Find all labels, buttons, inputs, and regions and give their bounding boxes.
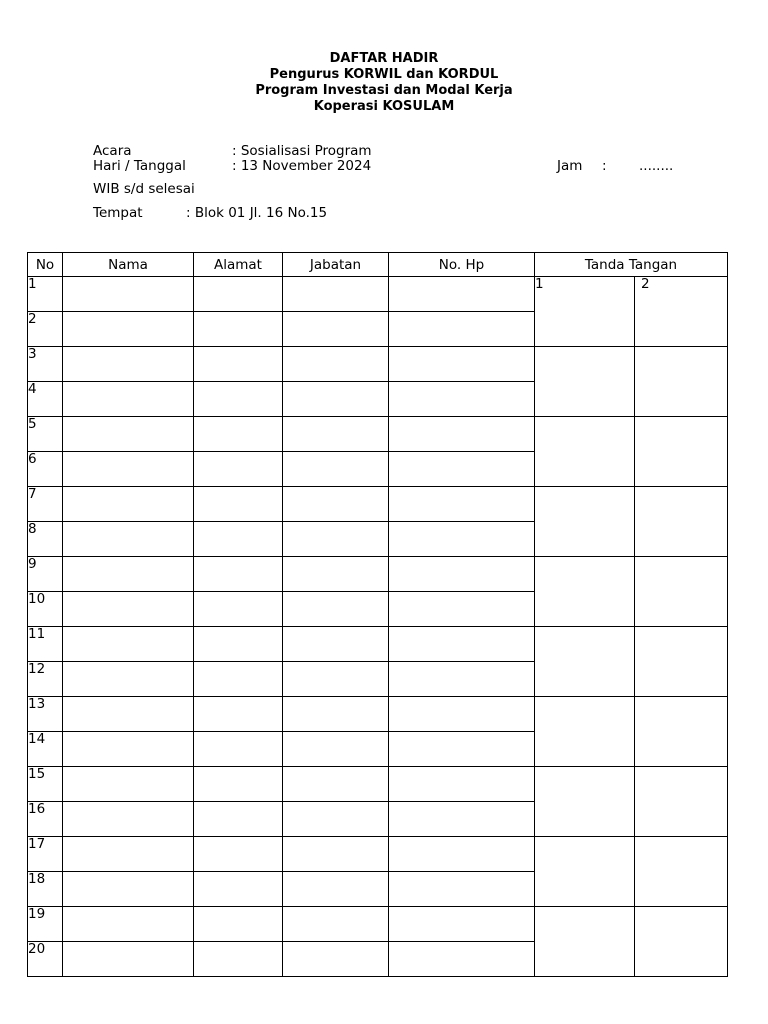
signature-cell-1[interactable] [535, 557, 635, 627]
alamat-cell[interactable] [194, 312, 283, 347]
nama-cell[interactable] [63, 592, 194, 627]
alamat-cell[interactable] [194, 732, 283, 767]
row-number: 18 [28, 872, 63, 907]
nohp-cell[interactable] [389, 837, 535, 872]
nama-cell[interactable] [63, 837, 194, 872]
jabatan-cell[interactable] [283, 487, 389, 522]
nohp-cell[interactable] [389, 802, 535, 837]
table-row [28, 347, 728, 382]
hari-value: : 13 November 2024 [232, 158, 372, 174]
row-number: 19 [28, 907, 63, 942]
signature-cell-2[interactable] [635, 557, 728, 627]
signature-cell-1[interactable] [535, 487, 635, 557]
nohp-cell[interactable] [389, 697, 535, 732]
alamat-cell[interactable] [194, 942, 283, 977]
nama-cell[interactable] [63, 732, 194, 767]
alamat-cell[interactable] [194, 382, 283, 417]
alamat-cell[interactable] [194, 837, 283, 872]
table-row [28, 697, 728, 732]
alamat-cell[interactable] [194, 592, 283, 627]
nohp-cell[interactable] [389, 907, 535, 942]
nama-cell[interactable] [63, 872, 194, 907]
alamat-cell[interactable] [194, 417, 283, 452]
nama-cell[interactable] [63, 627, 194, 662]
signature-cell-1[interactable]: 1 [535, 277, 635, 347]
row-number: 10 [28, 592, 63, 627]
alamat-cell[interactable] [194, 662, 283, 697]
alamat-cell[interactable] [194, 347, 283, 382]
nohp-cell[interactable] [389, 557, 535, 592]
row-number: 11 [28, 627, 63, 662]
row-number: 2 [28, 312, 63, 347]
row-number: 5 [28, 417, 63, 452]
jabatan-cell[interactable] [283, 627, 389, 662]
signature-cell-2[interactable]: 2 [635, 277, 728, 347]
nohp-cell[interactable] [389, 312, 535, 347]
row-number: 1 [28, 277, 63, 312]
jabatan-cell[interactable] [283, 697, 389, 732]
nama-cell[interactable] [63, 452, 194, 487]
header-nama: Nama [63, 253, 194, 277]
acara-label: Acara [93, 143, 132, 159]
signature-cell-2[interactable] [635, 627, 728, 697]
nama-cell[interactable] [63, 907, 194, 942]
alamat-cell[interactable] [194, 522, 283, 557]
signature-cell-2[interactable] [635, 417, 728, 487]
nohp-cell[interactable] [389, 487, 535, 522]
signature-cell-2[interactable] [635, 907, 728, 977]
tempat-value: : Blok 01 Jl. 16 No.15 [186, 205, 328, 221]
signature-cell-1[interactable] [535, 697, 635, 767]
signature-cell-1[interactable] [535, 837, 635, 907]
jabatan-cell[interactable] [283, 837, 389, 872]
signature-cell-1[interactable] [535, 347, 635, 417]
signature-cell-1[interactable] [535, 907, 635, 977]
signature-cell-1[interactable] [535, 767, 635, 837]
alamat-cell[interactable] [194, 697, 283, 732]
table-header-row [28, 253, 728, 277]
alamat-cell[interactable] [194, 872, 283, 907]
row-number: 16 [28, 802, 63, 837]
jabatan-cell[interactable] [283, 732, 389, 767]
title-line-2: Pengurus KORWIL dan KORDUL [269, 67, 499, 82]
title-line-4: Koperasi KOSULAM [313, 99, 455, 114]
alamat-cell[interactable] [194, 767, 283, 802]
nohp-cell[interactable] [389, 452, 535, 487]
nohp-cell[interactable] [389, 942, 535, 977]
row-number: 17 [28, 837, 63, 872]
header-jabatan: Jabatan [283, 253, 389, 277]
nohp-cell[interactable] [389, 732, 535, 767]
signature-cell-1[interactable] [535, 417, 635, 487]
acara-value: : Sosialisasi Program [232, 143, 372, 159]
jabatan-cell[interactable] [283, 662, 389, 697]
jabatan-cell[interactable] [283, 347, 389, 382]
nama-cell[interactable] [63, 802, 194, 837]
signature-cell-2[interactable] [635, 697, 728, 767]
row-number: 6 [28, 452, 63, 487]
row-number: 12 [28, 662, 63, 697]
nama-cell[interactable] [63, 557, 194, 592]
signature-cell-2[interactable] [635, 347, 728, 417]
jabatan-cell[interactable] [283, 312, 389, 347]
row-number: 14 [28, 732, 63, 767]
jabatan-cell[interactable] [283, 452, 389, 487]
row-number: 7 [28, 487, 63, 522]
document-title [0, 51, 768, 115]
alamat-cell[interactable] [194, 487, 283, 522]
table-row [28, 487, 728, 522]
table-row [28, 277, 728, 312]
jabatan-cell[interactable] [283, 767, 389, 802]
jabatan-cell[interactable] [283, 592, 389, 627]
alamat-cell[interactable] [194, 277, 283, 312]
nohp-cell[interactable] [389, 277, 535, 312]
alamat-cell[interactable] [194, 627, 283, 662]
nohp-cell[interactable] [389, 522, 535, 557]
nama-cell[interactable] [63, 347, 194, 382]
tempat-label: Tempat [93, 205, 143, 221]
nama-cell[interactable] [63, 697, 194, 732]
table-row [28, 417, 728, 452]
signature-cell-2[interactable] [635, 767, 728, 837]
header-alamat: Alamat [194, 253, 283, 277]
nama-cell[interactable] [63, 487, 194, 522]
nama-cell[interactable] [63, 312, 194, 347]
nohp-cell[interactable] [389, 767, 535, 802]
attendance-table [27, 252, 728, 977]
table-row [28, 627, 728, 662]
jabatan-cell[interactable] [283, 942, 389, 977]
signature-cell-2[interactable] [635, 837, 728, 907]
header-no: No [28, 253, 63, 277]
jam-label: Jam [557, 158, 583, 174]
row-number: 9 [28, 557, 63, 592]
jabatan-cell[interactable] [283, 802, 389, 837]
nama-cell[interactable] [63, 382, 194, 417]
row-number: 13 [28, 697, 63, 732]
row-number: 8 [28, 522, 63, 557]
wib-text: WIB s/d selesai [93, 181, 195, 197]
nohp-cell[interactable] [389, 627, 535, 662]
table-row [28, 837, 728, 872]
table-row [28, 907, 728, 942]
jabatan-cell[interactable] [283, 557, 389, 592]
nohp-cell[interactable] [389, 417, 535, 452]
header-nohp: No. Hp [389, 253, 535, 277]
jam-colon: : [602, 158, 607, 174]
jabatan-cell[interactable] [283, 382, 389, 417]
table-row [28, 767, 728, 802]
row-number: 4 [28, 382, 63, 417]
jabatan-cell[interactable] [283, 907, 389, 942]
alamat-cell[interactable] [194, 557, 283, 592]
nama-cell[interactable] [63, 662, 194, 697]
row-number: 20 [28, 942, 63, 977]
nama-cell[interactable] [63, 942, 194, 977]
jam-value: ........ [639, 158, 674, 174]
alamat-cell[interactable] [194, 802, 283, 837]
nohp-cell[interactable] [389, 872, 535, 907]
signature-cell-1[interactable] [535, 627, 635, 697]
nohp-cell[interactable] [389, 347, 535, 382]
nama-cell[interactable] [63, 277, 194, 312]
nohp-cell[interactable] [389, 382, 535, 417]
nama-cell[interactable] [63, 767, 194, 802]
header-tanda-tangan: Tanda Tangan [535, 253, 728, 277]
jabatan-cell[interactable] [283, 522, 389, 557]
nohp-cell[interactable] [389, 662, 535, 697]
row-number: 15 [28, 767, 63, 802]
nama-cell[interactable] [63, 417, 194, 452]
jabatan-cell[interactable] [283, 872, 389, 907]
table-row [28, 557, 728, 592]
hari-label: Hari / Tanggal [93, 158, 186, 174]
jabatan-cell[interactable] [283, 277, 389, 312]
signature-cell-2[interactable] [635, 487, 728, 557]
nohp-cell[interactable] [389, 592, 535, 627]
alamat-cell[interactable] [194, 452, 283, 487]
title-line-1: DAFTAR HADIR [329, 51, 439, 66]
table-body [28, 277, 728, 977]
jabatan-cell[interactable] [283, 417, 389, 452]
alamat-cell[interactable] [194, 907, 283, 942]
nama-cell[interactable] [63, 522, 194, 557]
title-line-3: Program Investasi dan Modal Kerja [255, 83, 513, 98]
row-number: 3 [28, 347, 63, 382]
